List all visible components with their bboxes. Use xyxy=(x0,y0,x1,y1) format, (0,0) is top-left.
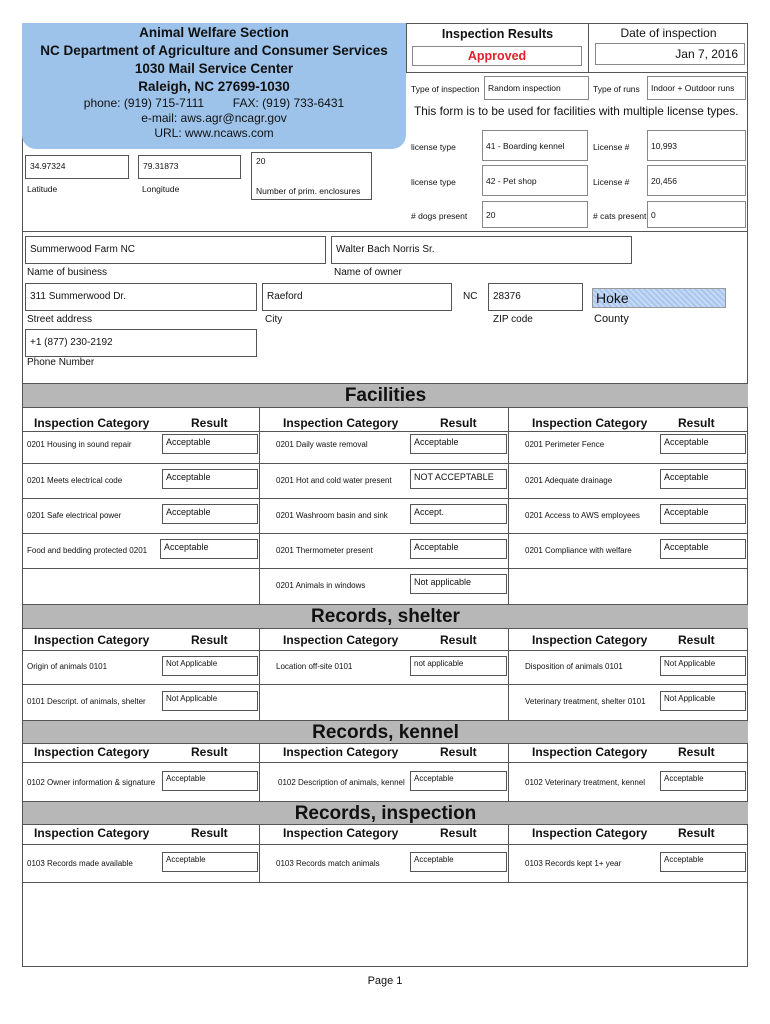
inspection-record-category: 0103 Records kept 1+ year xyxy=(525,859,622,868)
cats-present-field[interactable]: 0 xyxy=(647,201,746,228)
facility-category: 0201 Meets electrical code xyxy=(27,476,123,485)
section-records-kennel-title: Records, kennel xyxy=(23,720,748,744)
agency-phone: phone: (919) 715-7111 xyxy=(83,96,205,110)
page-number: Page 1 xyxy=(367,975,403,987)
facility-category: 0201 Adequate drainage xyxy=(525,476,613,485)
owner-name-field[interactable]: Walter Bach Norris Sr. xyxy=(331,236,632,264)
facility-category: 0201 Safe electrical power xyxy=(27,511,122,520)
longitude-label: Longitude xyxy=(142,184,180,194)
col-header-category: Inspection Category xyxy=(532,416,648,430)
phone-number-label: Phone Number xyxy=(27,357,95,368)
col-header-category: Inspection Category xyxy=(34,416,150,430)
facility-result[interactable]: Accept. xyxy=(410,504,507,524)
col-header-category: Inspection Category xyxy=(34,745,150,759)
inspection-record-result[interactable]: Acceptable xyxy=(660,852,746,872)
license-number-field-2[interactable]: 20,456 xyxy=(647,165,746,196)
facility-category: 0201 Hot and cold water present xyxy=(276,476,392,485)
section-records-shelter-title: Records, shelter xyxy=(23,604,748,629)
inspection-date-value[interactable]: Jan 7, 2016 xyxy=(595,43,745,65)
inspection-type-label: Type of inspection xyxy=(411,84,480,94)
col-header-result: Result xyxy=(440,826,477,840)
shelter-record-result[interactable]: Not Applicable xyxy=(162,691,258,711)
zip-field[interactable]: 28376 xyxy=(488,283,583,311)
county-label: County xyxy=(594,313,629,325)
cats-present-label: # cats present xyxy=(593,211,647,221)
facility-result[interactable]: Acceptable xyxy=(162,434,258,454)
facility-result[interactable]: Acceptable xyxy=(410,434,507,454)
agency-header xyxy=(22,23,406,149)
col-header-result: Result xyxy=(440,745,477,759)
longitude-field[interactable]: 79.31873 xyxy=(138,155,241,179)
shelter-record-result[interactable]: Not Applicable xyxy=(660,656,746,676)
shelter-record-category: Location off-site 0101 xyxy=(276,662,353,671)
col-header-result: Result xyxy=(191,416,228,430)
zip-label: ZIP code xyxy=(493,314,533,325)
inspection-record-category: 0103 Records match animals xyxy=(276,859,380,868)
shelter-record-category: 0101 Descript. of animals, shelter xyxy=(27,697,146,706)
inspection-record-category: 0103 Records made available xyxy=(27,859,133,868)
shelter-record-result[interactable]: Not Applicable xyxy=(162,656,258,676)
col-header-category: Inspection Category xyxy=(283,416,399,430)
multiple-license-note: This form is to be used for facilities with multiple license types. xyxy=(414,104,739,118)
agency-fax: FAX: (919) 733-6431 xyxy=(232,96,345,110)
kennel-record-result[interactable]: Acceptable xyxy=(660,771,746,791)
col-header-result: Result xyxy=(678,416,715,430)
col-header-category: Inspection Category xyxy=(283,826,399,840)
col-header-result: Result xyxy=(191,633,228,647)
col-header-result: Result xyxy=(678,745,715,759)
agency-department: NC Department of Agriculture and Consumer Services xyxy=(40,43,388,58)
col-header-category: Inspection Category xyxy=(34,826,150,840)
agency-section-name: Animal Welfare Section xyxy=(139,25,289,40)
col-header-result: Result xyxy=(440,416,477,430)
license-number-field-1[interactable]: 10,993 xyxy=(647,130,746,161)
facility-category: 0201 Animals in windows xyxy=(276,581,366,590)
business-name-field[interactable]: Summerwood Farm NC xyxy=(25,236,326,264)
facility-result[interactable]: Acceptable xyxy=(162,469,258,489)
facility-category: 0201 Daily waste removal xyxy=(276,440,368,449)
inspection-date-label: Date of inspection xyxy=(620,26,717,40)
kennel-record-result[interactable]: Acceptable xyxy=(410,771,507,791)
dogs-present-field[interactable]: 20 xyxy=(482,201,588,228)
inspection-record-result[interactable]: Acceptable xyxy=(162,852,258,872)
license-type-label-1: license type xyxy=(411,142,456,152)
col-header-category: Inspection Category xyxy=(283,745,399,759)
facility-category: 0201 Washroom basin and sink xyxy=(276,511,388,520)
facility-result[interactable]: Acceptable xyxy=(660,469,746,489)
state-value: NC xyxy=(463,291,478,302)
facility-category: 0201 Housing in sound repair xyxy=(27,440,132,449)
county-field[interactable]: Hoke xyxy=(592,288,726,308)
business-name-label: Name of business xyxy=(27,267,108,278)
runs-type-field[interactable]: Indoor + Outdoor runs xyxy=(647,76,746,100)
shelter-record-category: Disposition of animals 0101 xyxy=(525,662,623,671)
street-address-field[interactable]: 311 Summerwood Dr. xyxy=(25,283,257,311)
col-header-result: Result xyxy=(191,745,228,759)
facility-result[interactable]: Not applicable xyxy=(410,574,507,594)
inspection-record-result[interactable]: Acceptable xyxy=(410,852,507,872)
inspection-results-value[interactable]: Approved xyxy=(412,46,582,66)
inspection-type-field[interactable]: Random inspection xyxy=(484,76,589,100)
shelter-record-result[interactable]: not applicable xyxy=(410,656,507,676)
facility-result[interactable]: Acceptable xyxy=(660,434,746,454)
kennel-record-result[interactable]: Acceptable xyxy=(162,771,258,791)
section-records-inspection-title: Records, inspection xyxy=(23,801,748,825)
enclosures-label: Number of prim. enclosures xyxy=(256,186,361,196)
license-type-field-1[interactable]: 41 - Boarding kennel xyxy=(482,130,588,161)
inspection-results-label: Inspection Results xyxy=(441,27,554,41)
col-header-result: Result xyxy=(191,826,228,840)
facility-result[interactable]: Acceptable xyxy=(160,539,258,559)
enclosures-value: 20 xyxy=(256,156,266,166)
facility-result[interactable]: NOT ACCEPTABLE xyxy=(410,469,507,489)
latitude-field[interactable]: 34.97324 xyxy=(25,155,129,179)
facility-category: 0201 Access to AWS employees xyxy=(525,511,640,520)
latitude-label: Latitude xyxy=(27,184,58,194)
license-type-label-2: license type xyxy=(411,177,456,187)
col-header-category: Inspection Category xyxy=(34,633,150,647)
city-label: City xyxy=(265,314,283,325)
facility-category: 0201 Compliance with welfare xyxy=(525,546,632,555)
kennel-record-category: 0102 Veterinary treatment, kennel xyxy=(525,778,646,787)
col-header-category: Inspection Category xyxy=(532,633,648,647)
street-address-label: Street address xyxy=(27,314,93,325)
dogs-present-label: # dogs present xyxy=(411,211,468,221)
agency-city: Raleigh, NC 27699-1030 xyxy=(138,79,290,94)
col-header-result: Result xyxy=(678,633,715,647)
facility-result[interactable]: Acceptable xyxy=(410,539,507,559)
section-facilities-title: Facilities xyxy=(23,383,748,408)
owner-name-label: Name of owner xyxy=(334,267,402,278)
facility-category: 0201 Perimeter Fence xyxy=(525,440,605,449)
facility-result[interactable]: Acceptable xyxy=(660,504,746,524)
facility-result[interactable]: Acceptable xyxy=(162,504,258,524)
license-number-label-2: License # xyxy=(593,177,630,187)
city-field[interactable]: Raeford xyxy=(262,283,452,311)
license-number-label-1: License # xyxy=(593,142,630,152)
facility-category: Food and bedding protected 0201 xyxy=(27,546,148,555)
runs-type-label: Type of runs xyxy=(593,84,640,94)
kennel-record-category: 0102 Owner information & signature xyxy=(27,778,156,787)
agency-url: URL: www.ncaws.com xyxy=(154,126,274,140)
phone-number-field[interactable]: +1 (877) 230-2192 xyxy=(25,329,257,357)
license-type-field-2[interactable]: 42 - Pet shop xyxy=(482,165,588,196)
col-header-category: Inspection Category xyxy=(283,633,399,647)
agency-mail-center: 1030 Mail Service Center xyxy=(134,61,294,76)
shelter-record-category: Origin of animals 0101 xyxy=(27,662,108,671)
col-header-category: Inspection Category xyxy=(532,826,648,840)
shelter-record-category: Veterinary treatment, shelter 0101 xyxy=(525,697,646,706)
facility-category: 0201 Thermometer present xyxy=(276,546,373,555)
facility-result[interactable]: Acceptable xyxy=(660,539,746,559)
kennel-record-category: 0102 Description of animals, kennel xyxy=(278,778,405,787)
shelter-record-result[interactable]: Not Applicable xyxy=(660,691,746,711)
col-header-category: Inspection Category xyxy=(532,745,648,759)
agency-email: e-mail: aws.agr@ncagr.gov xyxy=(141,111,287,125)
col-header-result: Result xyxy=(678,826,715,840)
col-header-result: Result xyxy=(440,633,477,647)
